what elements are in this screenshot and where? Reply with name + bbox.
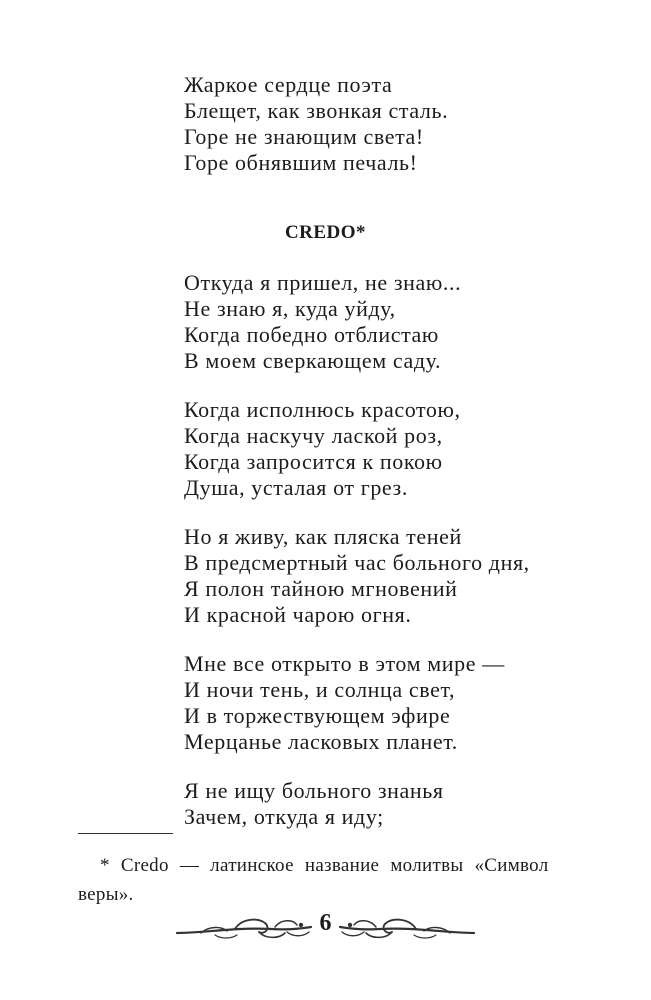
verse-line: Блещет, как звонкая сталь.	[184, 98, 449, 123]
verse-line: И в торжествующем эфире	[184, 703, 451, 728]
verse-line: Не знаю я, куда уйду,	[184, 296, 396, 321]
stanza-top	[184, 72, 448, 176]
verse-line: Но я живу, как пляска теней	[184, 524, 462, 549]
verse-line: В предсмертный час больного дня,	[184, 550, 530, 575]
stanza-2	[184, 397, 461, 501]
footnote-line: * Credo — латинское название молитвы «Символ	[100, 855, 549, 876]
stanza-4	[184, 651, 505, 755]
verse-line: И красной чарою огня.	[184, 602, 412, 627]
verse-line: И ночи тень, и солнца свет,	[184, 677, 456, 702]
stanza-3	[184, 524, 530, 628]
stanza-5	[184, 778, 444, 830]
footnote-divider	[78, 833, 173, 834]
verse-line: Когда исполнюсь красотою,	[184, 397, 461, 422]
verse-line: Горе не знающим света!	[184, 124, 424, 149]
footnote	[78, 851, 608, 909]
verse-line: Душа, усталая от грез.	[184, 475, 408, 500]
verse-line: Жаркое сердце поэта	[184, 72, 393, 97]
verse-line: Зачем, откуда я иду;	[184, 804, 384, 829]
page-number: 6	[319, 910, 332, 936]
ornament-right-icon	[336, 913, 476, 943]
footnote-line: веры».	[78, 884, 134, 905]
verse-line: Я не ищу больного знанья	[184, 778, 444, 803]
verse-line: Мне все открыто в этом мире —	[184, 651, 505, 676]
verse-line: Когда наскучу лаской роз,	[184, 423, 443, 448]
poem-title: CREDO*	[284, 222, 367, 243]
verse-line: Когда победно отблистаю	[184, 322, 439, 347]
verse-line: Горе обнявшим печаль!	[184, 150, 418, 175]
verse-line: В моем сверкающем саду.	[184, 348, 442, 373]
verse-line: Откуда я пришел, не знаю...	[184, 270, 462, 295]
verse-line: Когда запросится к покою	[184, 449, 443, 474]
stanza-1	[184, 270, 461, 374]
verse-line: Я полон тайною мгновений	[184, 576, 458, 601]
verse-line: Мерцанье ласковых планет.	[184, 729, 458, 754]
